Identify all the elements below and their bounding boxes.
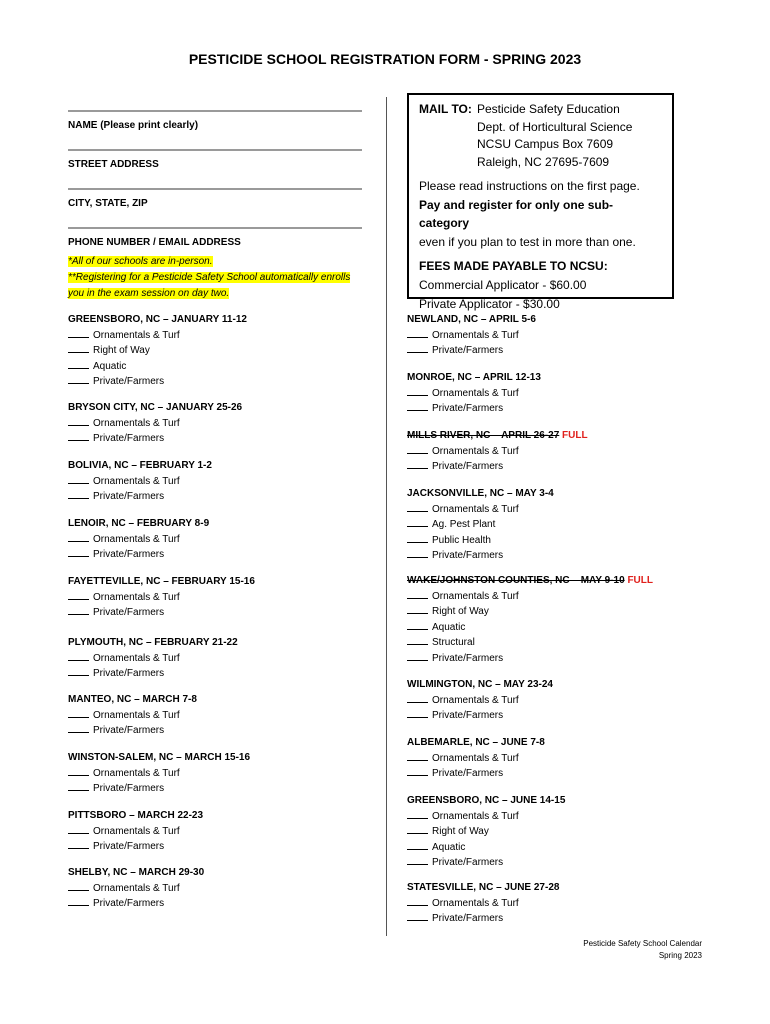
option-label: Private/Farmers bbox=[93, 725, 165, 736]
session-option[interactable] bbox=[407, 589, 653, 605]
option-label: Ornamentals & Turf bbox=[432, 897, 519, 909]
session-block bbox=[68, 865, 204, 912]
option-label: Ornamentals & Turf bbox=[93, 475, 180, 487]
option-label: Private/Farmers bbox=[93, 491, 165, 502]
checkmark-blank[interactable] bbox=[407, 911, 428, 921]
session-option[interactable] bbox=[68, 666, 238, 682]
address-line: Dept. of Horticultural Science bbox=[477, 119, 633, 134]
option-label: Private/Farmers bbox=[93, 783, 165, 794]
session-option[interactable] bbox=[68, 416, 242, 432]
session-block bbox=[407, 880, 559, 927]
option-label: Ornamentals & Turf bbox=[93, 329, 180, 341]
option-label: Private/Farmers bbox=[432, 710, 504, 721]
session-option[interactable] bbox=[407, 401, 541, 417]
session-option[interactable] bbox=[68, 605, 255, 621]
checkmark-blank[interactable] bbox=[68, 824, 89, 834]
checkmark-blank[interactable] bbox=[68, 374, 89, 384]
phone-email-field[interactable] bbox=[68, 227, 362, 248]
session-option[interactable] bbox=[68, 532, 209, 548]
checkmark-blank[interactable] bbox=[68, 359, 89, 369]
checkmark-blank[interactable] bbox=[407, 343, 428, 353]
option-label: Ornamentals & Turf bbox=[432, 387, 519, 399]
full-badge: FULL bbox=[627, 575, 653, 586]
option-label: Structural bbox=[432, 637, 475, 648]
session-name: STATESVILLE, NC – JUNE 27-28 bbox=[407, 882, 560, 893]
checkmark-blank[interactable] bbox=[407, 328, 428, 338]
option-label: Private/Farmers bbox=[432, 403, 504, 414]
session-option[interactable] bbox=[68, 489, 212, 505]
full-badge: FULL bbox=[562, 430, 588, 441]
session-block bbox=[68, 516, 209, 563]
session-heading bbox=[407, 486, 554, 502]
street-address-input-line[interactable] bbox=[68, 149, 362, 151]
checkmark-blank[interactable] bbox=[407, 401, 428, 411]
fees-heading: FEES MADE PAYABLE TO NCSU: bbox=[419, 259, 608, 273]
session-option[interactable] bbox=[407, 840, 565, 856]
in-person-note bbox=[68, 254, 364, 302]
session-option[interactable] bbox=[68, 547, 209, 563]
session-block bbox=[407, 677, 553, 724]
checkmark-blank[interactable] bbox=[407, 651, 428, 661]
checkmark-blank[interactable] bbox=[407, 517, 428, 527]
street-address-field[interactable] bbox=[68, 149, 362, 170]
option-label: Aquatic bbox=[93, 360, 127, 372]
phone-email-input-line[interactable] bbox=[68, 227, 362, 229]
checkmark-blank[interactable] bbox=[407, 824, 428, 834]
session-option[interactable] bbox=[407, 517, 554, 533]
session-name: GREENSBORO, NC – JANUARY 11-12 bbox=[68, 314, 247, 325]
session-option[interactable] bbox=[407, 328, 536, 344]
option-label: Private/Farmers bbox=[432, 550, 504, 561]
session-option[interactable] bbox=[68, 896, 204, 912]
session-name: PITTSBORO – MARCH 22-23 bbox=[68, 810, 204, 821]
session-block bbox=[68, 458, 212, 505]
session-option[interactable] bbox=[407, 533, 554, 549]
session-option[interactable] bbox=[407, 459, 588, 475]
option-label: Ornamentals & Turf bbox=[432, 810, 519, 822]
session-name: ALBEMARLE, NC – JUNE 7-8 bbox=[407, 737, 545, 748]
checkmark-blank[interactable] bbox=[407, 635, 428, 645]
session-option[interactable] bbox=[68, 359, 247, 375]
checkmark-blank[interactable] bbox=[407, 620, 428, 630]
session-heading bbox=[68, 692, 197, 708]
name-label: NAME (Please print clearly) bbox=[68, 120, 199, 131]
option-label: Private/Farmers bbox=[432, 461, 504, 472]
checkmark-blank[interactable] bbox=[68, 431, 89, 441]
option-label: Ornamentals & Turf bbox=[93, 533, 180, 545]
session-option[interactable] bbox=[68, 824, 203, 840]
session-heading bbox=[68, 312, 247, 328]
checkmark-blank[interactable] bbox=[407, 533, 428, 543]
checkmark-blank[interactable] bbox=[407, 809, 428, 819]
session-name: WILMINGTON, NC – MAY 23-24 bbox=[407, 679, 553, 690]
checkmark-blank[interactable] bbox=[407, 589, 428, 599]
session-heading bbox=[68, 400, 242, 416]
checkmark-blank[interactable] bbox=[68, 666, 89, 676]
instructions bbox=[419, 177, 662, 251]
option-label: Private/Farmers bbox=[93, 549, 165, 560]
option-label: Ornamentals & Turf bbox=[93, 652, 180, 664]
checkmark-blank[interactable] bbox=[68, 590, 89, 600]
session-option[interactable] bbox=[407, 502, 554, 518]
city-state-zip-input-line[interactable] bbox=[68, 188, 362, 190]
checkmark-blank[interactable] bbox=[68, 896, 89, 906]
session-option[interactable] bbox=[407, 343, 536, 359]
phone-email-label: PHONE NUMBER / EMAIL ADDRESS bbox=[68, 237, 241, 248]
session-name: WINSTON-SALEM, NC – MARCH 15-16 bbox=[68, 752, 251, 763]
option-label: Private/Farmers bbox=[93, 841, 165, 852]
mail-to-block bbox=[419, 101, 662, 171]
footer bbox=[583, 938, 702, 962]
session-option[interactable] bbox=[407, 444, 588, 460]
footer-line-1: Pesticide Safety School Calendar bbox=[583, 939, 702, 948]
session-heading bbox=[407, 677, 553, 693]
session-option[interactable] bbox=[407, 386, 541, 402]
session-heading bbox=[68, 516, 209, 532]
session-option[interactable] bbox=[407, 548, 554, 564]
checkmark-blank[interactable] bbox=[407, 855, 428, 865]
checkmark-blank[interactable] bbox=[68, 781, 89, 791]
session-option[interactable] bbox=[68, 374, 247, 390]
session-block bbox=[407, 312, 536, 359]
city-state-zip-field[interactable] bbox=[68, 188, 362, 209]
option-label: Private/Farmers bbox=[432, 345, 504, 356]
session-option[interactable] bbox=[407, 766, 545, 782]
session-block bbox=[407, 370, 541, 417]
session-name: JACKSONVILLE, NC – MAY 3-4 bbox=[407, 488, 554, 499]
session-option[interactable] bbox=[407, 708, 553, 724]
session-heading bbox=[407, 370, 541, 386]
session-block bbox=[68, 808, 203, 855]
checkmark-blank[interactable] bbox=[407, 502, 428, 512]
session-name: NEWLAND, NC – APRIL 5-6 bbox=[407, 314, 536, 325]
session-option[interactable] bbox=[407, 651, 653, 667]
session-heading bbox=[407, 573, 653, 589]
option-label: Ornamentals & Turf bbox=[432, 329, 519, 341]
checkmark-blank[interactable] bbox=[68, 605, 89, 615]
city-state-zip-label: CITY, STATE, ZIP bbox=[68, 198, 148, 209]
session-option[interactable] bbox=[68, 781, 250, 797]
option-label: Ornamentals & Turf bbox=[93, 767, 180, 779]
session-option[interactable] bbox=[68, 839, 203, 855]
checkmark-blank[interactable] bbox=[68, 708, 89, 718]
footer-line-2: Spring 2023 bbox=[658, 951, 702, 960]
note-line-1: *All of our schools are in-person. bbox=[68, 256, 213, 267]
checkmark-blank[interactable] bbox=[68, 547, 89, 557]
session-name: FAYETTEVILLE, NC – FEBRUARY 15-16 bbox=[68, 576, 255, 587]
checkmark-blank[interactable] bbox=[407, 386, 428, 396]
option-label: Private/Farmers bbox=[432, 913, 504, 924]
address-line: Raleigh, NC 27695-7609 bbox=[477, 154, 610, 169]
session-option[interactable] bbox=[407, 620, 653, 636]
session-option[interactable] bbox=[407, 635, 653, 651]
fee-private: Private Applicator - $30.00 bbox=[419, 297, 560, 311]
session-heading bbox=[68, 574, 255, 590]
name-field[interactable] bbox=[68, 110, 362, 131]
mail-to-heading: MAIL TO: bbox=[419, 102, 472, 116]
session-option[interactable] bbox=[407, 896, 559, 912]
option-label: Right of Way bbox=[432, 606, 489, 617]
session-option[interactable] bbox=[68, 651, 238, 667]
mail-to-box bbox=[407, 93, 674, 311]
option-label: Ornamentals & Turf bbox=[93, 882, 180, 894]
session-option[interactable] bbox=[68, 723, 197, 739]
session-option[interactable] bbox=[407, 911, 559, 927]
checkmark-blank[interactable] bbox=[407, 693, 428, 703]
session-name: GREENSBORO, NC – JUNE 14-15 bbox=[407, 795, 566, 806]
session-option[interactable] bbox=[68, 881, 204, 897]
option-label: Ornamentals & Turf bbox=[432, 590, 519, 602]
session-block bbox=[68, 312, 247, 390]
instruction-line-2: Pay and register for only one sub-category bbox=[419, 197, 614, 230]
option-label: Public Health bbox=[432, 534, 491, 546]
session-heading bbox=[68, 635, 238, 651]
session-block bbox=[68, 750, 250, 797]
checkmark-blank[interactable] bbox=[68, 474, 89, 484]
option-label: Private/Farmers bbox=[93, 668, 165, 679]
session-name: BRYSON CITY, NC – JANUARY 25-26 bbox=[68, 402, 243, 413]
checkmark-blank[interactable] bbox=[68, 489, 89, 499]
session-heading bbox=[407, 793, 565, 809]
form-title: PESTICIDE SCHOOL REGISTRATION FORM - SPRING 2023 bbox=[188, 51, 582, 67]
checkmark-blank[interactable] bbox=[407, 896, 428, 906]
session-name: MONROE, NC – APRIL 12-13 bbox=[407, 372, 541, 383]
session-heading bbox=[68, 750, 250, 766]
checkmark-blank[interactable] bbox=[68, 839, 89, 849]
instruction-line-1: Please read instructions on the first page. bbox=[419, 179, 640, 193]
session-name: WAKE/JOHNSTON COUNTIES, NC – MAY 9-10 bbox=[407, 575, 625, 586]
checkmark-blank[interactable] bbox=[407, 459, 428, 469]
street-address-label: STREET ADDRESS bbox=[68, 159, 159, 170]
option-label: Ornamentals & Turf bbox=[432, 694, 519, 706]
checkmark-blank[interactable] bbox=[407, 840, 428, 850]
option-label: Private/Farmers bbox=[93, 433, 165, 444]
option-label: Aquatic bbox=[432, 621, 466, 633]
session-option[interactable] bbox=[68, 474, 212, 490]
option-label: Ornamentals & Turf bbox=[432, 752, 519, 764]
instruction-line-3: even if you plan to test in more than one. bbox=[419, 234, 636, 249]
session-heading bbox=[407, 880, 559, 896]
session-heading bbox=[407, 312, 536, 328]
checkmark-blank[interactable] bbox=[68, 328, 89, 338]
checkmark-blank[interactable] bbox=[407, 604, 428, 614]
option-label: Private/Farmers bbox=[432, 768, 504, 779]
checkmark-blank[interactable] bbox=[407, 751, 428, 761]
checkmark-blank[interactable] bbox=[68, 651, 89, 661]
session-option[interactable] bbox=[68, 343, 247, 359]
option-label: Private/Farmers bbox=[93, 898, 165, 909]
session-heading bbox=[68, 458, 212, 474]
session-option[interactable] bbox=[68, 328, 247, 344]
option-label: Private/Farmers bbox=[432, 652, 504, 664]
session-heading bbox=[68, 808, 203, 824]
session-name: MILLS RIVER, NC – APRIL 26-27 bbox=[407, 430, 560, 441]
session-heading bbox=[68, 865, 204, 881]
session-block bbox=[407, 428, 588, 475]
session-name: SHELBY, NC – MARCH 29-30 bbox=[68, 867, 205, 878]
column-divider bbox=[386, 97, 387, 936]
checkmark-blank[interactable] bbox=[407, 548, 428, 558]
option-label: Ornamentals & Turf bbox=[432, 445, 519, 457]
checkmark-blank[interactable] bbox=[68, 881, 89, 891]
option-label: Right of Way bbox=[432, 826, 489, 837]
option-label: Ag. Pest Plant bbox=[432, 519, 496, 530]
session-block bbox=[407, 573, 653, 666]
session-name: MANTEO, NC – MARCH 7-8 bbox=[68, 694, 197, 705]
checkmark-blank[interactable] bbox=[68, 532, 89, 542]
session-block bbox=[68, 400, 242, 447]
session-block bbox=[407, 793, 565, 871]
session-block bbox=[68, 635, 238, 682]
session-block bbox=[68, 692, 197, 739]
session-block bbox=[407, 486, 554, 564]
option-label: Ornamentals & Turf bbox=[93, 709, 180, 721]
session-option[interactable] bbox=[407, 751, 545, 767]
fee-commercial: Commercial Applicator - $60.00 bbox=[419, 278, 587, 292]
checkmark-blank[interactable] bbox=[407, 708, 428, 718]
option-label: Ornamentals & Turf bbox=[93, 591, 180, 603]
checkmark-blank[interactable] bbox=[68, 723, 89, 733]
session-name: LENOIR, NC – FEBRUARY 8-9 bbox=[68, 518, 210, 529]
checkmark-blank[interactable] bbox=[68, 343, 89, 353]
session-option[interactable] bbox=[407, 604, 653, 620]
checkmark-blank[interactable] bbox=[407, 444, 428, 454]
session-heading bbox=[407, 735, 545, 751]
checkmark-blank[interactable] bbox=[407, 766, 428, 776]
option-label: Ornamentals & Turf bbox=[93, 417, 180, 429]
session-option[interactable] bbox=[68, 708, 197, 724]
address-line: NCSU Campus Box 7609 bbox=[477, 137, 614, 151]
option-label: Ornamentals & Turf bbox=[432, 503, 519, 515]
session-option[interactable] bbox=[68, 590, 255, 606]
checkmark-blank[interactable] bbox=[68, 766, 89, 776]
session-name: BOLIVIA, NC – FEBRUARY 1-2 bbox=[68, 460, 212, 471]
option-label: Aquatic bbox=[432, 841, 466, 853]
session-block bbox=[68, 574, 255, 621]
address-line: Pesticide Safety Education bbox=[477, 102, 620, 116]
session-name: PLYMOUTH, NC – FEBRUARY 21-22 bbox=[68, 637, 238, 648]
session-option[interactable] bbox=[407, 809, 565, 825]
option-label: Ornamentals & Turf bbox=[93, 825, 180, 837]
note-line-2: **Registering for a Pesticide Safety School automatically enrolls you in the exam session on day two. bbox=[68, 272, 351, 299]
session-option[interactable] bbox=[68, 766, 250, 782]
session-option[interactable] bbox=[407, 855, 565, 871]
option-label: Private/Farmers bbox=[432, 857, 504, 868]
option-label: Right of Way bbox=[93, 345, 150, 356]
option-label: Private/Farmers bbox=[93, 376, 165, 387]
session-option[interactable] bbox=[407, 693, 553, 709]
option-label: Private/Farmers bbox=[93, 607, 165, 618]
checkmark-blank[interactable] bbox=[68, 416, 89, 426]
mail-address bbox=[477, 101, 632, 171]
session-heading bbox=[407, 428, 588, 444]
session-block bbox=[407, 735, 545, 782]
session-option[interactable] bbox=[68, 431, 242, 447]
session-option[interactable] bbox=[407, 824, 565, 840]
name-input-line[interactable] bbox=[68, 110, 362, 112]
